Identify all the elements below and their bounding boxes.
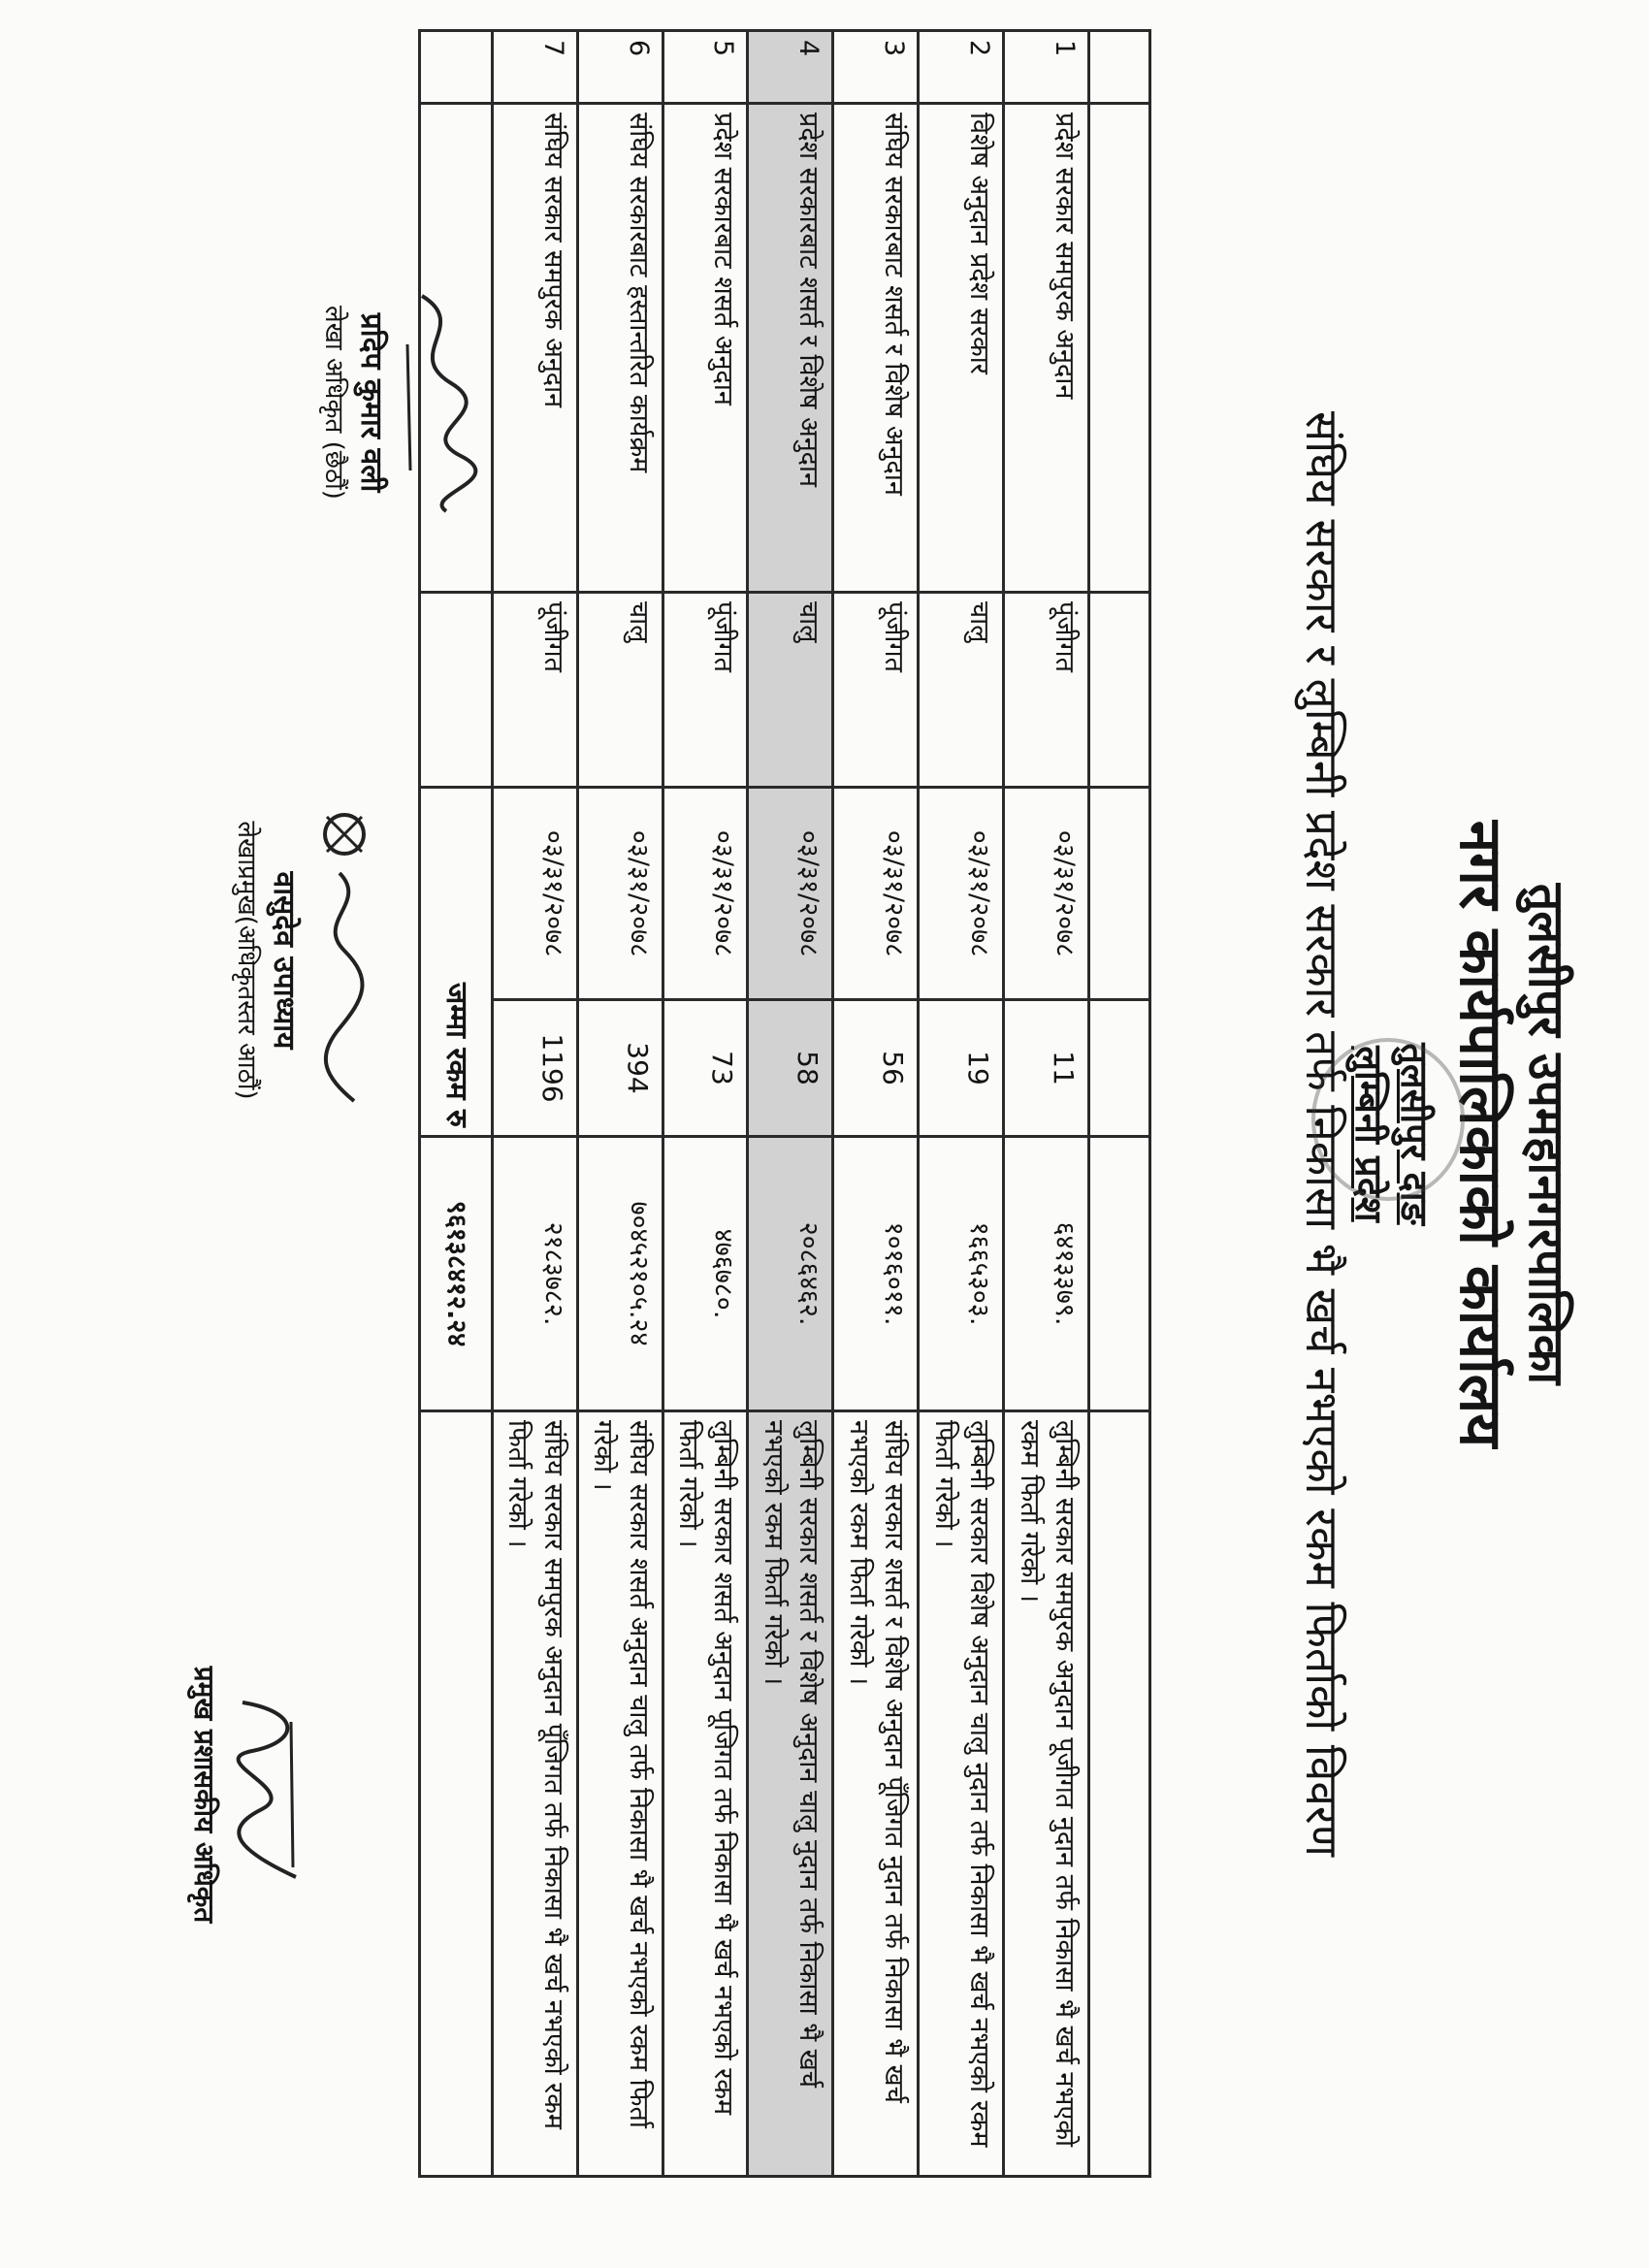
table-row [577,31,663,2177]
row-remark: लुम्बिनी सरकार शसर्त र विशेष अनुदान चालु नुदान तर्फ निकासा भै खर्च नभएको रकम फिर्ता गरेको । [748,1411,833,2177]
row-amount: 19 [919,1000,1004,1137]
table-row [833,31,919,2177]
row-ref: २१८३७८२. [492,1137,577,1411]
signatory-title: प्रमुख प्रशासकीय अधिकृत [188,1666,220,1924]
row-date: ०३/३१/२०७८ [748,788,833,1000]
row-amount: 11 [1004,1000,1089,1137]
row-date: ०३/३१/२०७८ [492,788,577,1000]
row-name: प्रदेश सरकारबाट शसर्त अनुदान [663,104,748,593]
row-type: पूंजीगत [492,593,577,788]
handwritten-signature [306,805,383,1116]
row-name: प्रदेश सरकारबाट शसर्त र विशेष अनुदान [748,104,833,593]
district-name: तुलसीपुर दाङ [1393,1043,1436,1225]
row-amount: 73 [663,1000,748,1137]
handwritten-signature [223,1683,320,1906]
signature-block-chief-administrative-officer [186,1591,320,1998]
office-name: नगर कार्यपालिकाको कार्यालय [1446,820,1514,1448]
row-remark: लुम्बिनी सरकार शसर्त अनुदान पूजिगत तर्फ निकासा भै खर्च नभएको रकम फिर्ता गरेको । [663,1411,748,2177]
row-date: ०३/३१/२०७८ [663,788,748,1000]
signature-block-accounts-officer [318,243,480,563]
row-name: विशेष अनुदान प्रदेश सरकार [919,104,1004,593]
signatory-name: प्रदिप कुमार वली [354,312,388,493]
row-type: चालु [748,593,833,788]
row-name: प्रदेश सरकार समपुरक अनुदान [1004,104,1089,593]
refund-table [418,29,1151,2178]
row-date: ०३/३१/२०७८ [577,788,663,1000]
signatory-name: वासुदेव उपाध्याय [267,871,301,1050]
row-sn: 6 [577,31,663,104]
row-type: चालु [919,593,1004,788]
row-ref: ७०४५२१०५.२४ [577,1137,663,1411]
row-date: ०३/३१/२०७८ [1004,788,1089,1000]
row-type: पूंजीगत [1004,593,1089,788]
row-sn: 2 [919,31,1004,104]
row-amount: 56 [833,1000,919,1137]
row-name: संघिय सरकारबाट हस्तान्तरित कार्यक्रम [577,104,663,593]
office-stamp [1311,1038,1465,1201]
row-remark: संघिय सरकार शसर्त अनुदान चालु तर्फ निकासा भै खर्च नभएको रकम फिर्ता गरेको । [577,1411,663,2177]
row-name: संघिय सरकारबाट शसर्त र विशेष अनुदान [833,104,919,593]
row-sn: 5 [663,31,748,104]
row-ref: १६६५३०३. [919,1137,1004,1411]
municipality-name: तुलसीपुर उपमहानगरपालिका [1518,883,1574,1385]
row-type: पूंजीगत [663,593,748,788]
row-date: ०३/३१/२०७८ [919,788,1004,1000]
table-row [919,31,1004,2177]
table-row [663,31,748,2177]
row-date: ०३/३१/२०७८ [833,788,919,1000]
row-type: चालु [577,593,663,788]
row-amount: 58 [748,1000,833,1137]
total-value: ९६१३८४१२.२४ [419,1137,492,1411]
row-ref: ४७६७८०. [663,1137,748,1411]
row-name: संघिय सरकार समपुरक अनुदान [492,104,577,593]
handwritten-signature [393,286,480,519]
row-amount: 394 [577,1000,663,1137]
table-row [1004,31,1089,2177]
total-label: जम्मा रकम रु [419,788,492,1137]
row-amount: 1196 [492,1000,577,1137]
row-ref: २०८६४६२. [748,1137,833,1411]
row-ref: ६४१३३७९. [1004,1137,1089,1411]
province-name: लुम्बिनी प्रदेश [1347,1046,1390,1222]
row-remark: लुम्बिनी सरकार समपुरक अनुदान पूजीगत नुदान तर्फ निकासा भै खर्च नभएको रकम फिर्ता गरेको । [1004,1411,1089,2177]
row-remark: संघिय सरकार शसर्त र विशेष अनुदान पूँजिगत नुदान तर्फ निकासा भै खर्च नभएको रकम फिर्ता गरेको । [833,1411,919,2177]
table-row-highlighted [748,31,833,2177]
document-title: संघिय सरकार र लुम्बिनी प्रदेश सरकार तर्फ निकासा भै खर्च नभएको रकम फिर्ताको विवरण [1296,410,1348,1857]
table-row-blank [1089,31,1150,2177]
row-sn: 4 [748,31,833,104]
signatory-title: लेखा अधिकृत (छैठौं) [319,306,348,500]
signature-block-head-of-accounts [231,757,383,1164]
row-remark: लुम्बिनी सरकार विशेष अनुदान चालु नुदान तर्फ निकासा भै खर्च नभएको रकम फिर्ता गरेको । [919,1411,1004,2177]
row-sn: 3 [833,31,919,104]
row-type: पूंजीगत [833,593,919,788]
signatory-title: लेखाप्रमुख(अधिकृतस्तर आठौं) [232,821,261,1100]
row-sn: 7 [492,31,577,104]
row-ref: १०१६०११. [833,1137,919,1411]
row-remark: संघिय सरकार समपुरक अनुदान पूँजिगत तर्फ निकासा भै खर्च नभएको रकम फिर्ता गरेको । [492,1411,577,2177]
table-row [492,31,577,2177]
row-sn: 1 [1004,31,1089,104]
